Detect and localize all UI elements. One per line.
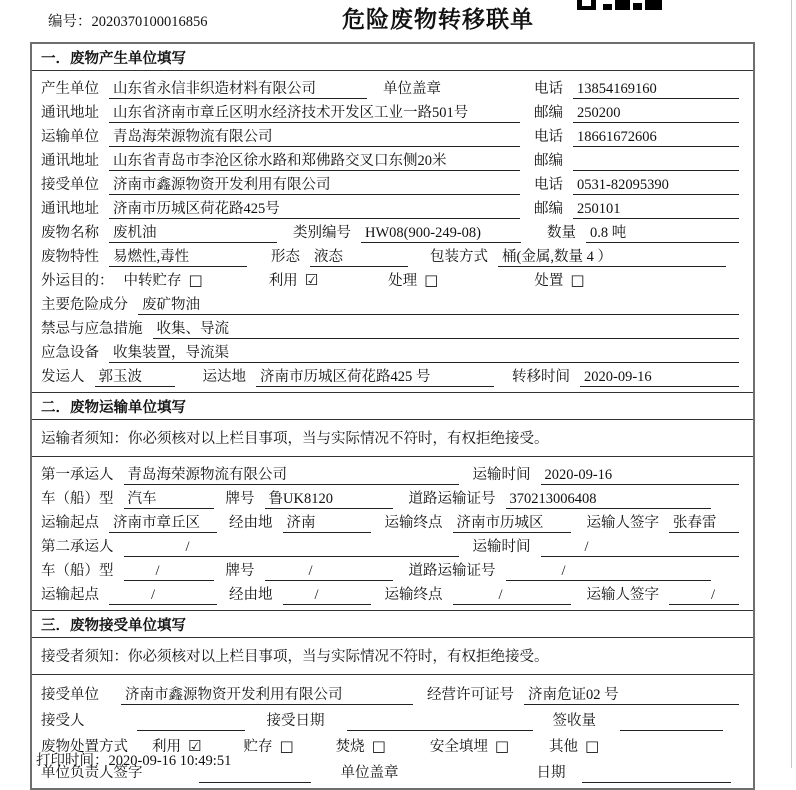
checkbox-icon: □ — [424, 271, 439, 289]
address-value: 山东省济南市章丘区明水经济技术开发区工业一路501号 — [109, 103, 520, 123]
doc-number-value: 2020370100016856 — [91, 14, 208, 30]
address-label: 通讯地址 — [41, 201, 99, 217]
vehicle-type-value: 汽车 — [124, 489, 214, 509]
emergency-equipment-label: 应急设备 — [41, 345, 99, 361]
checkbox-icon: □ — [570, 271, 585, 289]
zip-group — [534, 103, 739, 123]
via-value: / — [283, 585, 371, 605]
print-time-value: 2020-09-16 10:49:51 — [108, 753, 232, 769]
transfer-time-value: 2020-09-16 — [580, 367, 739, 387]
doc-number-label: 编号： — [48, 14, 92, 30]
plate-number-label: 牌号 — [225, 491, 255, 507]
transfer-time-label: 转移时间 — [512, 369, 570, 385]
packing-method-value: 桶(金属,数量 4 ） — [498, 247, 726, 267]
purpose-option-storage — [124, 270, 203, 291]
checkbox-icon: □ — [371, 737, 386, 755]
road-permit-value: 370213006408 — [506, 489, 712, 509]
option-label: 安全填埋 — [429, 739, 488, 755]
zip-label: 邮编 — [534, 105, 563, 121]
received-quantity-value — [620, 711, 723, 731]
disposal-option-incinerate — [336, 736, 386, 757]
address-value: 济南市历城区荷花路425号 — [109, 199, 520, 219]
row-route-1 — [32, 509, 753, 533]
carrier-signature-value: / — [669, 585, 739, 605]
plate-number-value: 鲁UK8120 — [265, 489, 393, 509]
disposal-method-label: 废物处置方式 — [41, 739, 128, 755]
row-first-carrier — [32, 461, 753, 485]
emergency-measures-value: 收集、导流 — [153, 319, 740, 339]
page-edge-line — [791, 0, 792, 768]
row-accepting-unit — [32, 679, 753, 705]
row-mailing-address-receiver — [32, 195, 753, 219]
quantity-value: 0.8 吨 — [586, 223, 739, 243]
accept-date-label: 接受日期 — [266, 713, 325, 729]
zip-group — [534, 199, 739, 219]
option-label: 处置 — [534, 273, 564, 289]
carrier-signature-value: 张春雷 — [669, 513, 739, 533]
date-value — [582, 763, 732, 783]
section-3-body — [32, 675, 753, 788]
phone-value: 13854169160 — [573, 79, 739, 99]
road-permit-value: / — [506, 561, 712, 581]
row-transport-unit — [32, 123, 753, 147]
waste-name-value: 废机油 — [109, 223, 277, 243]
print-time-label: 打印时间： — [36, 753, 109, 769]
transport-unit-value: 青岛海荣源物流有限公司 — [109, 127, 520, 147]
physical-form-label: 形态 — [271, 249, 300, 265]
zip-label: 邮编 — [534, 201, 563, 217]
row-emergency-measures — [32, 315, 753, 339]
accept-date-value — [347, 711, 533, 731]
quantity-label: 数量 — [547, 225, 576, 241]
first-carrier-label: 第一承运人 — [41, 467, 114, 483]
row-waste-name — [32, 219, 753, 243]
vehicle-type-value: / — [124, 561, 214, 581]
phone-label: 电话 — [534, 81, 563, 97]
waste-character-value: 易燃性,毒性 — [109, 247, 247, 267]
plate-number-label: 牌号 — [225, 563, 255, 579]
checkbox-checked-icon: ☑ — [304, 271, 319, 289]
row-main-hazard — [32, 291, 753, 315]
section-2-header: 二．废物运输单位填写 — [32, 392, 753, 420]
waste-name-label: 废物名称 — [41, 225, 99, 241]
option-label: 焚烧 — [335, 739, 365, 755]
received-quantity-label: 签收量 — [552, 713, 596, 729]
destination-label: 运达地 — [202, 369, 246, 385]
row-second-carrier — [32, 533, 753, 557]
address-value: 山东省青岛市李沧区徐水路和郑佛路交叉口东侧20米 — [109, 151, 520, 171]
purpose-option-dispose — [534, 270, 584, 291]
zip-value — [573, 151, 739, 171]
phone-group — [534, 175, 739, 195]
purpose-option-treat — [388, 270, 438, 291]
manifest-form — [30, 42, 755, 790]
receiving-unit-label: 接受单位 — [41, 177, 99, 193]
emergency-measures-label: 禁忌与应急措施 — [41, 321, 143, 337]
transport-time-value: 2020-09-16 — [541, 465, 740, 485]
producer-unit-value: 山东省永信非织造材料有限公司 — [109, 79, 367, 99]
phone-group — [534, 79, 739, 99]
checkbox-icon: □ — [494, 737, 510, 755]
phone-value: 0531-82095390 — [573, 175, 739, 195]
acceptor-label: 接受人 — [41, 713, 85, 729]
qr-code-fragment — [577, 0, 665, 10]
row-route-2 — [32, 581, 753, 605]
road-permit-label: 道路运输证号 — [408, 563, 496, 579]
main-hazard-value: 废矿物油 — [138, 295, 739, 315]
zip-group — [534, 151, 739, 171]
option-label: 贮存 — [243, 739, 273, 755]
unit-seal-label: 单位盖章 — [383, 81, 441, 97]
transport-time-value: / — [541, 537, 740, 557]
transporter-notice: 运输者须知：你必须核对以上栏目事项，当与实际情况不符时，有权拒绝接受。 — [32, 420, 753, 457]
category-code-value: HW08(900-249-08) — [361, 223, 521, 243]
address-label: 通讯地址 — [41, 153, 99, 169]
second-carrier-label: 第二承运人 — [41, 539, 114, 555]
emergency-equipment-value: 收集装置，导流渠 — [109, 343, 739, 363]
accepting-unit-value: 济南市鑫源物资开发利用有限公司 — [121, 685, 413, 705]
terminus-value: / — [453, 585, 571, 605]
responsible-signature-label: 单位负责人签字 — [41, 765, 143, 781]
origin-value: / — [109, 585, 217, 605]
zip-value: 250200 — [573, 103, 739, 123]
phone-group — [534, 127, 739, 147]
address-label: 通讯地址 — [41, 105, 99, 121]
packing-method-label: 包装方式 — [430, 249, 488, 265]
terminus-label: 运输终点 — [384, 587, 443, 603]
row-mailing-address-transporter — [32, 147, 753, 171]
transfer-purpose-label: 外运目的： — [41, 273, 114, 289]
business-license-value: 济南危证02 号 — [524, 685, 739, 705]
producer-unit-label: 产生单位 — [41, 81, 99, 97]
row-acceptor — [32, 705, 753, 731]
origin-label: 运输起点 — [41, 587, 99, 603]
date-label: 日期 — [536, 765, 566, 781]
business-license-label: 经营许可证号 — [427, 687, 514, 703]
print-time — [36, 749, 231, 770]
phone-value: 18661672606 — [573, 127, 739, 147]
section-3-header: 三．废物接受单位填写 — [32, 610, 753, 638]
disposal-option-other — [549, 736, 599, 757]
acceptor-value — [137, 711, 245, 731]
zip-label: 邮编 — [534, 153, 563, 169]
second-carrier-value: / — [124, 537, 459, 557]
purpose-option-utilize — [269, 270, 318, 291]
row-shipper — [32, 363, 753, 387]
accepting-unit-label: 接受单位 — [41, 687, 99, 703]
row-vehicle-2 — [32, 557, 753, 581]
option-label: 其他 — [549, 739, 579, 755]
vehicle-type-label: 车（船）型 — [41, 563, 114, 579]
destination-value: 济南市历城区荷花路425 号 — [256, 367, 494, 387]
transport-time-label: 运输时间 — [472, 467, 531, 483]
checkbox-icon: □ — [279, 737, 294, 755]
receiver-notice: 接受者须知：你必须核对以上栏目事项，当与实际情况不符时，有权拒绝接受。 — [32, 638, 753, 675]
row-mailing-address-producer — [32, 99, 753, 123]
option-label: 利用 — [152, 739, 181, 755]
checkbox-checked-icon: ☑ — [188, 737, 202, 755]
transport-time-label: 运输时间 — [472, 539, 531, 555]
via-value: 济南 — [283, 513, 371, 533]
terminus-label: 运输终点 — [384, 515, 443, 531]
section-1-body — [32, 71, 753, 392]
section-2-body — [32, 457, 753, 610]
waste-character-label: 废物特性 — [41, 249, 99, 265]
carrier-signature-label: 运输人签字 — [586, 515, 659, 531]
row-emergency-equipment — [32, 339, 753, 363]
first-carrier-value: 青岛海荣源物流有限公司 — [124, 465, 459, 485]
row-vehicle-1 — [32, 485, 753, 509]
vehicle-type-label: 车（船）型 — [41, 491, 114, 507]
option-label: 处理 — [388, 273, 418, 289]
receiving-unit-value: 济南市鑫源物资开发利用有限公司 — [109, 175, 520, 195]
option-label: 中转贮存 — [123, 273, 182, 289]
row-waste-character — [32, 243, 753, 267]
terminus-value: 济南市历城区 — [453, 513, 571, 533]
row-receiving-unit — [32, 171, 753, 195]
row-producer-unit — [32, 75, 753, 99]
phone-label: 电话 — [534, 177, 563, 193]
phone-label: 电话 — [534, 129, 563, 145]
option-label: 利用 — [268, 273, 298, 289]
disposal-option-landfill — [430, 736, 509, 757]
checkbox-icon: □ — [585, 737, 600, 755]
main-hazard-label: 主要危险成分 — [41, 297, 128, 313]
shipper-label: 发运人 — [41, 369, 85, 385]
via-label: 经由地 — [229, 587, 273, 603]
page-title: 危险废物转移联单 — [342, 6, 534, 32]
plate-number-value: / — [265, 561, 393, 581]
transport-unit-label: 运输单位 — [41, 129, 99, 145]
row-transfer-purpose — [32, 267, 753, 291]
shipper-value: 郭玉波 — [95, 367, 175, 387]
via-label: 经由地 — [229, 515, 273, 531]
unit-seal-label: 单位盖章 — [340, 765, 399, 781]
origin-label: 运输起点 — [41, 515, 99, 531]
zip-value: 250101 — [573, 199, 739, 219]
category-code-label: 类别编号 — [293, 225, 351, 241]
carrier-signature-label: 运输人签字 — [586, 587, 659, 603]
section-1-header: 一．废物产生单位填写 — [32, 44, 753, 71]
checkbox-icon: □ — [188, 271, 203, 289]
road-permit-label: 道路运输证号 — [408, 491, 496, 507]
physical-form-value: 液态 — [310, 247, 408, 267]
disposal-option-store — [243, 736, 293, 757]
origin-value: 济南市章丘区 — [109, 513, 217, 533]
